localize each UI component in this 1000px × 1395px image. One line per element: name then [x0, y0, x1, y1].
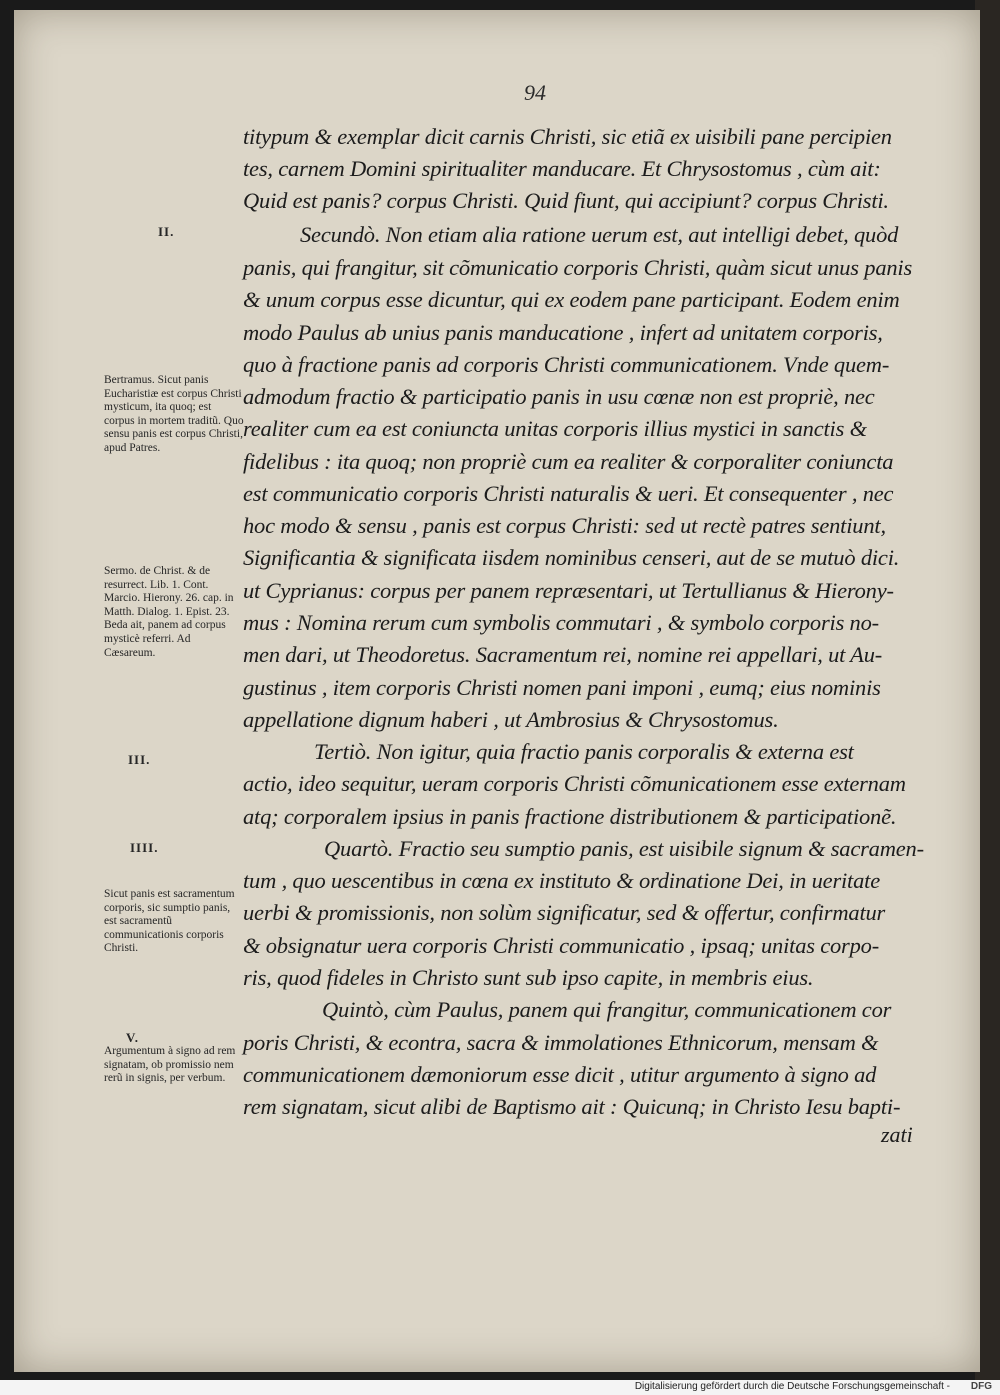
text-line: hoc modo & sensu , panis est corpus Christi: sed ut rectè patres sentiunt, [243, 513, 886, 538]
text-line: tes, carnem Domini spiritualiter manducare. Et Chrysostomus , cùm ait: [243, 156, 881, 181]
text-line: admodum fractio & participatio panis in usu cœnæ non est propriè, nec [243, 384, 875, 409]
text-line: ris, quod fideles in Christo sunt sub ipso capite, in membris eius. [243, 965, 814, 990]
text-line: modo Paulus ab unius panis manducatione , infert ad unitatem corporis, [243, 320, 883, 345]
text-line: est communicatio corporis Christi naturalis & ueri. Et consequenter , nec [243, 481, 894, 506]
text-line: gustinus , item corporis Christi nomen pani imponi , eumq; eius nominis [243, 675, 881, 700]
text-line: appellatione dignum haberi , ut Ambrosius & Chrysostomus. [243, 707, 779, 732]
margin-note: Sicut panis est sacramentum corporis, sic sumptio panis, est sacramentũ communicationis corporis Christi. [104, 888, 235, 955]
catchword: zati [881, 1122, 913, 1147]
text-line: rem signatam, sicut alibi de Baptismo ait : Quicunq; in Christo Iesu bapti- [243, 1094, 901, 1119]
text-line: atq; corporalem ipsius in panis fractione distributionem & participationẽ. [243, 804, 897, 829]
text-line: Tertiò. Non igitur, quia fractio panis corporalis & externa est [314, 739, 854, 764]
text-line: & unum corpus esse dicuntur, qui ex eodem pane participant. Eodem enim [243, 287, 900, 312]
text-line: panis, qui frangitur, sit cõmunicatio corporis Christi, quàm sicut unus panis [243, 255, 913, 280]
footer-bar [0, 1380, 1000, 1395]
text-line: tum , quo uescentibus in cœna ex instituto & ordinatione Dei, in ueritate [243, 868, 880, 893]
margin-numeral: III. [128, 752, 151, 767]
text-line: uerbi & promissionis, non solùm significatur, sed & offertur, confirmatur [243, 900, 886, 925]
margin-note: Sermo. de Christ. & de resurrect. Lib. 1. Cont. Marcio. Hierony. 26. cap. in Matth. Dialog. 1. Epist. 23. Beda ait, panem ad corpus mysticè referri. Ad Cæsareum. [104, 565, 234, 659]
text-line: Secundò. Non etiam alia ratione uerum est, aut intelligi debet, quòd [300, 222, 899, 247]
margin-numeral: IIII. [130, 840, 159, 855]
text-line: actio, ideo sequitur, ueram corporis Christi cõmunicationem esse externam [243, 771, 906, 796]
text-line: Quid est panis? corpus Christi. Quid fiunt, qui accipiunt? corpus Christi. [243, 188, 889, 213]
text-line: mus : Nomina rerum cum symbolis commutari , & symbolo corporis no- [243, 610, 879, 635]
margin-note: Bertramus. Sicut panis Eucharistiæ est corpus Christi mysticum, ita quoq; est corpus in mortem traditũ. Quo sensu panis est corpus Christi, apud Patres. [104, 374, 244, 454]
text-line: fidelibus : ita quoq; non propriè cum ea realiter & corporaliter coniuncta [243, 449, 894, 474]
dfg-logo: DFG [970, 1381, 992, 1392]
text-line: ut Cyprianus: corpus per panem repræsentari, ut Tertullianus & Hierony- [243, 578, 894, 603]
text-line: & obsignatur uera corporis Christi communicatio , ipsaq; unitas corpo- [243, 933, 880, 958]
text-line: Quintò, cùm Paulus, panem qui frangitur, communicationem cor [322, 997, 892, 1022]
footer-credit: Digitalisierung gefördert durch die Deutsche Forschungsgemeinschaft - [634, 1381, 950, 1392]
page-number: 94 [524, 80, 546, 105]
margin-note: Argumentum à signo ad rem signatam, ob promissio nem rerũ in signis, per verbum. [104, 1045, 236, 1085]
text-line: men dari, ut Theodoretus. Sacramentum rei, nomine rei appellari, ut Au- [243, 642, 883, 667]
text-line: communicationem dæmoniorum esse dicit , utitur argumento à signo ad [243, 1062, 877, 1087]
text-line: titypum & exemplar dicit carnis Christi, sic etiã ex uisibili pane percipien [243, 124, 892, 149]
text-line: realiter cum ea est coniuncta unitas corporis illius mystici in sanctis & [243, 416, 867, 441]
margin-numeral: V. [126, 1030, 139, 1045]
text-line: quo à fractione panis ad corporis Christi communicationem. Vnde quem- [243, 352, 890, 377]
text-line: poris Christi, & econtra, sacra & immolationes Ethnicorum, mensam & [243, 1030, 879, 1055]
text-line: Quartò. Fractio seu sumptio panis, est uisibile signum & sacramen- [324, 836, 924, 861]
margin-numeral: II. [158, 224, 175, 239]
text-line: Significantia & significata iisdem nominibus censeri, aut de se mutuò dici. [243, 545, 900, 570]
